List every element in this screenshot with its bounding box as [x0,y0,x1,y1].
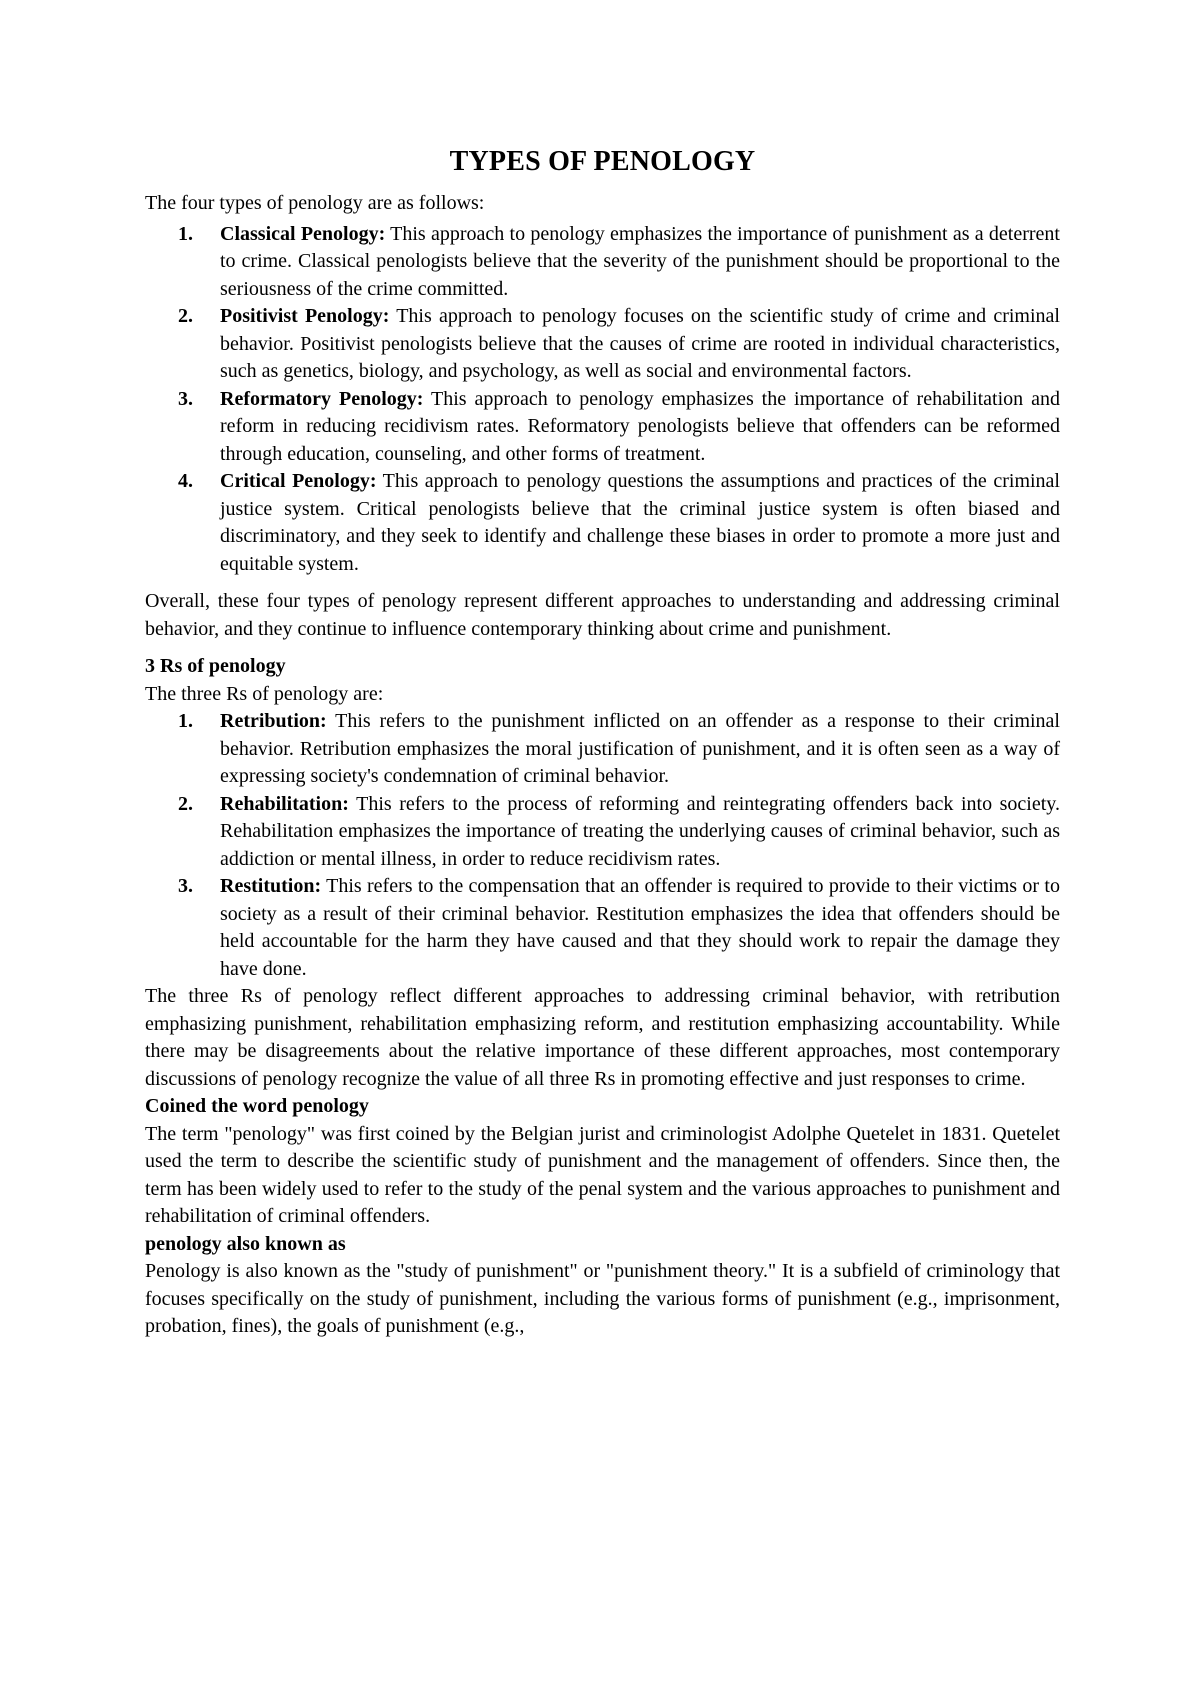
list-text: This refers to the compensation that an offender is required to provide to their victims or to society as a result of their criminal behavior. Restitution emphasizes the idea that offenders should be held accountable for the harm they have caused and that they should work to repair the damage they have done. [220,875,1060,980]
list-text: This approach to penology emphasizes the importance of rehabilitation and reform in reducing recidivism rates. Reformatory penologists believe that offenders can be reformed through education, counseling, and other forms of treatment. [220,387,1060,465]
rs-heading: 3 Rs of penology [145,655,286,677]
coined-paragraph: The term "penology" was first coined by the Belgian jurist and criminologist Adolphe Quetelet in 1831. Quetelet used the term to describe the scientific study of punishment and the management of offenders. Since then, the term has been widely used to refer to the study of the penal system and the various approaches to punishment and rehabilitation of criminal offenders. [145,1122,1060,1227]
rs-intro: The three Rs of penology are: [145,682,384,705]
list-number: 3. [178,875,193,897]
list-item [145,386,1060,469]
list-text: This approach to penology emphasizes the importance of punishment as a deterrent to crime. Classical penologists believe that the severity of the punishment should be proportional to the seriousness of the crime committed. [220,222,1060,300]
list-item [145,221,1060,304]
list-item [145,708,1060,791]
list-item [145,303,1060,386]
list-item [145,791,1060,874]
aka-heading: penology also known as [145,1232,346,1255]
overall-paragraph: Overall, these four types of penology represent different approaches to understanding and addressing criminal behavior, and they continue to influence contemporary thinking about crime and punishment. [145,590,1060,640]
list-term: Retribution: [220,710,327,732]
list-text: This approach to penology focuses on the scientific study of crime and criminal behavior. Positivist penologists believe that the causes of crime are rooted in individual characteristics, such as genetics, biology, and psychology, as well as social and environmental factors. [220,305,1060,382]
list-item [145,873,1060,983]
list-number: 3. [178,387,193,410]
list-term: Reformatory Penology: [220,387,424,410]
list-number: 1. [178,710,193,732]
coined-heading: Coined the word penology [145,1095,369,1117]
rs-summary: The three Rs of penology reflect different approaches to addressing criminal behavior, with retribution emphasizing punishment, rehabilitation emphasizing reform, and restitution emphasizing accountability. While there may be disagreements about the relative importance of these different approaches, most contemporary discussions of penology recognize the value of all three Rs in promoting effective and just responses to crime. [145,985,1060,1090]
types-list [145,221,1060,579]
document-title: TYPES OF PENOLOGY [449,146,756,177]
list-number: 2. [178,792,193,815]
list-number: 1. [178,222,193,245]
list-term: Classical Penology: [220,222,386,245]
aka-paragraph: Penology is also known as the "study of punishment" or "punishment theory." It is a subfield of criminology that focuses specifically on the study of punishment, including the various forms of punishment (e.g., imprisonment, probation, fines), the goals of punishment (e.g., [145,1260,1060,1337]
list-text: This refers to the punishment inflicted on an offender as a response to their criminal behavior. Retribution emphasizes the moral justification of punishment, and it is often seen as a way of expressing society's condemnation of criminal behavior. [220,710,1060,787]
list-item [145,468,1060,578]
list-number: 4. [178,470,193,492]
list-text: This approach to penology questions the assumptions and practices of the criminal justice system. Critical penologists believe that the criminal justice system is often biased and discriminatory, and they seek to identify and challenge these biases in order to promote a more just and equitable system. [220,470,1060,575]
list-term: Critical Penology: [220,470,377,492]
rs-list [145,708,1060,983]
list-number: 2. [178,305,193,327]
list-term: Positivist Penology: [220,305,390,327]
list-term: Restitution: [220,875,322,897]
list-term: Rehabilitation: [220,792,349,815]
types-intro: The four types of penology are as follows: [145,192,485,214]
list-text: This refers to the process of reforming and reintegrating offenders back into society. Rehabilitation emphasizes the importance of treating the underlying causes of criminal behavior, such as addiction or mental illness, in order to reduce recidivism rates. [220,792,1060,870]
document-body [145,145,1060,1341]
